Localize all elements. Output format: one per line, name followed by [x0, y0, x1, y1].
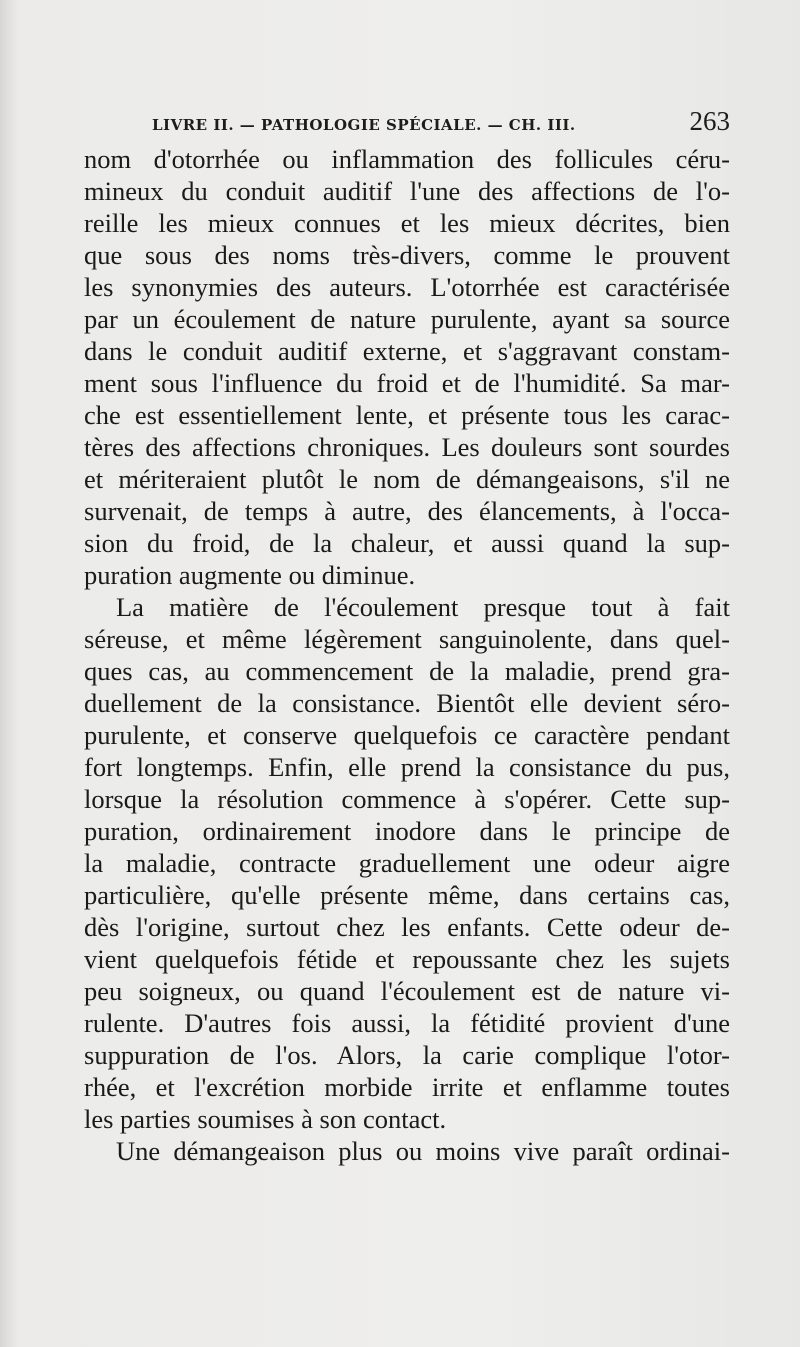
text-line: les synonymies des auteurs. L'otorrhée est caractérisée — [84, 272, 730, 302]
text-line: Une démangeaison plus ou moins vive paraît ordinai- — [116, 1136, 730, 1166]
text-line: rhée, et l'excrétion morbide irrite et enflamme toutes — [84, 1072, 730, 1102]
text-line: par un écoulement de nature purulente, ayant sa source — [84, 304, 730, 334]
text-line: duellement de la consistance. Bientôt elle devient séro- — [84, 688, 730, 718]
text-line: rulente. D'autres fois aussi, la fétidité provient d'une — [84, 1008, 730, 1038]
text-line: les parties soumises à son contact. — [84, 1104, 447, 1134]
text-line: survenait, de temps à autre, des élancements, à l'occa- — [84, 496, 730, 526]
text-line: puration augmente ou diminue. — [84, 560, 416, 590]
text-line: purulente, et conserve quelquefois ce caractère pendant — [84, 720, 730, 750]
running-head: LIVRE II. — PATHOLOGIE SPÉCIALE. — CH. III. — [152, 116, 576, 134]
text-line: ment sous l'influence du froid et de l'humidité. Sa mar- — [84, 368, 730, 398]
text-line: lorsque la résolution commence à s'opérer. Cette sup- — [84, 784, 730, 814]
text-line: tères des affections chroniques. Les douleurs sont sourdes — [84, 432, 730, 462]
text-line: peu soigneux, ou quand l'écoulement est de nature vi- — [84, 976, 730, 1006]
text-line: ques cas, au commencement de la maladie, prend gra- — [84, 656, 730, 686]
text-line: sion du froid, de la chaleur, et aussi quand la sup- — [84, 528, 730, 558]
page-number: 263 — [689, 106, 730, 136]
text-line: séreuse, et même légèrement sanguinolente, dans quel- — [84, 624, 730, 654]
text-line: dès l'origine, surtout chez les enfants. Cette odeur de- — [84, 912, 730, 942]
text-line: puration, ordinairement inodore dans le principe de — [84, 816, 730, 846]
text-line: che est essentiellement lente, et présente tous les carac- — [84, 400, 730, 430]
text-line: mineux du conduit auditif l'une des affections de l'o- — [84, 176, 730, 206]
page-header — [152, 106, 730, 140]
text-line: suppuration de l'os. Alors, la carie complique l'otor- — [84, 1040, 730, 1070]
text-line: que sous des noms très-divers, comme le prouvent — [84, 240, 730, 270]
text-line: particulière, qu'elle présente même, dans certains cas, — [84, 880, 730, 910]
text-line: nom d'otorrhée ou inflammation des follicules céru- — [84, 144, 730, 174]
body-text — [84, 143, 730, 1167]
text-line: dans le conduit auditif externe, et s'aggravant constam- — [84, 336, 730, 366]
text-line: vient quelquefois fétide et repoussante chez les sujets — [84, 944, 730, 974]
text-line: fort longtemps. Enfin, elle prend la consistance du pus, — [84, 752, 730, 782]
text-line: La matière de l'écoulement presque tout à fait — [116, 592, 730, 622]
text-line: reille les mieux connues et les mieux décrites, bien — [84, 208, 730, 238]
text-line: la maladie, contracte graduellement une odeur aigre — [84, 848, 730, 878]
text-line: et mériteraient plutôt le nom de démangeaisons, s'il ne — [84, 464, 730, 494]
